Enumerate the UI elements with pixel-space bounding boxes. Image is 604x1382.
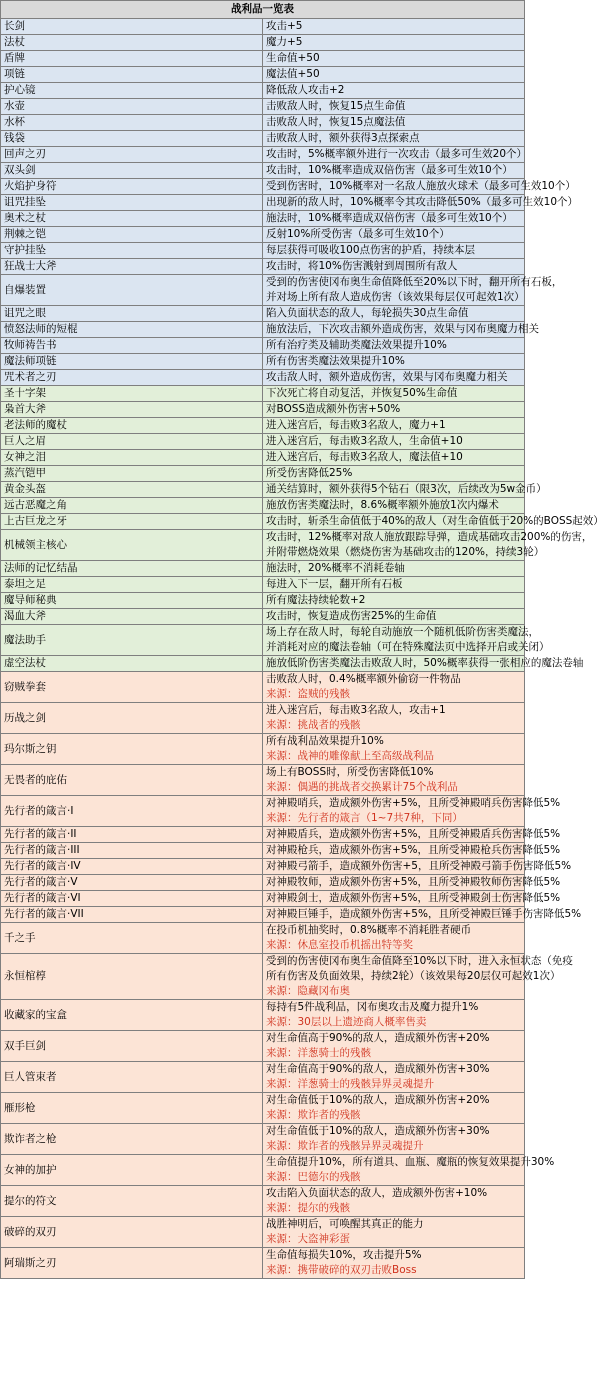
table-row	[1, 131, 525, 147]
item-effect	[263, 115, 525, 131]
item-name: 先行者的箴言·VI	[1, 891, 263, 907]
item-effect	[263, 179, 576, 195]
item-name: 蒸汽铠甲	[1, 466, 263, 482]
item-source: 来源：欺诈者的残骸	[266, 1109, 361, 1121]
table-row	[1, 907, 525, 923]
item-name: 双手巨剑	[1, 1031, 263, 1062]
effect-line: 对神殿剑士，造成额外伤害+5%，且所受神殿剑士伤害降低5%	[266, 892, 561, 904]
item-effect	[263, 163, 525, 179]
table-row	[1, 195, 525, 211]
effect-line: 生命值每损失10%，攻击提升5%	[266, 1249, 422, 1261]
item-effect	[263, 859, 572, 875]
item-effect	[263, 796, 561, 827]
table-title: 战利品一览表	[1, 1, 525, 19]
item-source: 来源：30层以上遗迹商人概率售卖	[266, 1016, 427, 1028]
item-effect	[263, 1000, 525, 1031]
item-name: 盾牌	[1, 51, 263, 67]
effect-line: 进入迷宫后，每击败3名敌人，魔法值+10	[266, 451, 463, 463]
item-effect	[263, 1186, 525, 1217]
item-effect	[263, 1031, 525, 1062]
table-row	[1, 875, 525, 891]
table-row	[1, 765, 525, 796]
item-effect	[263, 561, 525, 577]
item-name: 牧师祷告书	[1, 338, 263, 354]
table-row	[1, 656, 525, 672]
effect-line: 进入迷宫后，每击败3名敌人，魔力+1	[266, 419, 446, 431]
table-row	[1, 498, 525, 514]
item-effect	[263, 67, 525, 83]
item-name: 千之手	[1, 923, 263, 954]
table-row	[1, 1217, 525, 1248]
table-row	[1, 1093, 525, 1124]
table-row	[1, 243, 525, 259]
item-effect	[263, 498, 525, 514]
item-effect	[263, 19, 525, 35]
effect-line: 所有治疗类及辅助类魔法效果提升10%	[266, 339, 447, 351]
item-source: 来源：携带破碎的双刃击败Boss	[266, 1264, 417, 1276]
effect-line: 受到的伤害使冈布奥生命值降至10%以下时，进入永恒状态（免疫	[266, 955, 573, 967]
item-effect	[263, 1248, 525, 1279]
item-effect	[263, 954, 573, 1000]
table-row	[1, 561, 525, 577]
table-row	[1, 1000, 525, 1031]
item-name: 先行者的箴言·I	[1, 796, 263, 827]
effect-line: 场上存在敌人时，每轮自动施放一个随机低阶伤害类魔法，	[266, 626, 539, 638]
item-name: 泰坦之足	[1, 577, 263, 593]
effect-line: 下次死亡将自动复活，并恢复50%生命值	[266, 387, 458, 399]
effect-line: 魔力+5	[266, 36, 303, 48]
effect-line: 对神殿牧师，造成额外伤害+5%，且所受神殿牧师伤害降低5%	[266, 876, 561, 888]
effect-line: 并对场上所有敌人造成伤害（该效果每层仅可起效1次）	[266, 291, 525, 303]
item-name: 先行者的箴言·VII	[1, 907, 263, 923]
item-effect	[263, 765, 525, 796]
item-effect	[263, 923, 525, 954]
table-row	[1, 306, 525, 322]
item-effect	[263, 843, 561, 859]
table-row	[1, 51, 525, 67]
table-row	[1, 322, 525, 338]
item-effect	[263, 322, 539, 338]
item-effect	[263, 386, 525, 402]
table-row	[1, 275, 525, 306]
table-row	[1, 593, 525, 609]
item-name: 诅咒挂坠	[1, 195, 263, 211]
effect-line: 攻击时，12%概率对敌人施放跟踪导弹，造成基础攻击200%的伤害，	[266, 531, 593, 543]
item-name: 咒术者之刃	[1, 370, 263, 386]
table-row	[1, 1155, 525, 1186]
table-row	[1, 609, 525, 625]
item-effect	[263, 593, 525, 609]
item-effect	[263, 243, 525, 259]
item-effect	[263, 577, 525, 593]
effect-line: 所有伤害及负面效果，持续2轮）（该效果每20层仅可起效1次）	[266, 970, 561, 982]
table-row	[1, 1124, 525, 1155]
item-name: 守护挂坠	[1, 243, 263, 259]
item-effect	[263, 83, 525, 99]
item-name: 自爆装置	[1, 275, 263, 306]
table-row	[1, 99, 525, 115]
table-row	[1, 843, 525, 859]
item-name: 长剑	[1, 19, 263, 35]
item-name: 狂战士大斧	[1, 259, 263, 275]
item-name: 先行者的箴言·IV	[1, 859, 263, 875]
item-name: 女神的加护	[1, 1155, 263, 1186]
effect-line: 攻击时，10%概率造成双倍伤害（最多可生效10个）	[266, 164, 513, 176]
item-effect	[263, 51, 525, 67]
effect-line: 对生命值高于90%的敌人，造成额外伤害+30%	[266, 1063, 490, 1075]
item-name: 无畏者的庇佑	[1, 765, 263, 796]
table-row	[1, 35, 525, 51]
table-row	[1, 577, 525, 593]
item-effect	[263, 1217, 525, 1248]
effect-line: 对神殿枪兵，造成额外伤害+5%，且所受神殿枪兵伤害降低5%	[266, 844, 561, 856]
table-row	[1, 163, 525, 179]
item-effect	[263, 450, 525, 466]
table-row	[1, 482, 525, 498]
effect-line: 击败敌人时，0.4%概率额外偷窃一件物品	[266, 673, 461, 685]
table-row	[1, 703, 525, 734]
item-name: 老法师的魔杖	[1, 418, 263, 434]
table-row	[1, 1062, 525, 1093]
item-effect	[263, 434, 525, 450]
item-name: 远古恶魔之角	[1, 498, 263, 514]
item-effect	[263, 734, 525, 765]
item-effect	[263, 482, 547, 498]
effect-line: 受到伤害时，10%概率对一名敌人施放火球术（最多可生效10个）	[266, 180, 576, 192]
item-name: 永恒棺椁	[1, 954, 263, 1000]
item-source: 来源：提尔的残骸	[266, 1202, 350, 1214]
effect-line: 施放伤害类魔法时，8.6%概率额外施放1次内爆术	[266, 499, 499, 511]
effect-line: 进入迷宫后，每击败3名敌人，生命值+10	[266, 435, 463, 447]
item-name: 阿瑞斯之刃	[1, 1248, 263, 1279]
item-effect	[263, 609, 525, 625]
effect-line: 场上有BOSS时，所受伤害降低10%	[266, 766, 434, 778]
effect-line: 所有战利品效果提升10%	[266, 735, 384, 747]
item-source: 来源：隐藏冈布奥	[266, 985, 350, 997]
table-row	[1, 19, 525, 35]
effect-line: 每层获得可吸收100点伤害的护盾，持续本层	[266, 244, 476, 256]
table-title-row	[1, 1, 525, 19]
item-effect	[263, 907, 582, 923]
item-name: 渴血大斧	[1, 609, 263, 625]
effect-line: 对生命值低于10%的敌人，造成额外伤害+30%	[266, 1125, 490, 1137]
effect-line: 攻击时，5%概率额外进行一次攻击（最多可生效20个）	[266, 148, 528, 160]
effect-line: 反射10%所受伤害（最多可生效10个）	[266, 228, 450, 240]
item-name: 双头剑	[1, 163, 263, 179]
item-effect	[263, 259, 525, 275]
item-source: 来源：巴德尔的残骸	[266, 1171, 361, 1183]
item-effect	[263, 195, 579, 211]
item-source: 来源：先行者的箴言（1~7共7种，下同）	[266, 812, 463, 824]
item-effect	[263, 1124, 525, 1155]
item-name: 雁形枪	[1, 1093, 263, 1124]
table-row	[1, 67, 525, 83]
effect-line: 所受伤害降低25%	[266, 467, 353, 479]
table-row	[1, 147, 525, 163]
table-row	[1, 514, 525, 530]
table-row	[1, 354, 525, 370]
item-effect	[263, 354, 525, 370]
item-effect	[263, 625, 550, 656]
table-row	[1, 179, 525, 195]
effect-line: 攻击时，斩杀生命值低于40%的敌人（对生命值低于20%的BOSS起效）	[266, 515, 604, 527]
effect-line: 降低敌人攻击+2	[266, 84, 345, 96]
effect-line: 对神殿弓箭手，造成额外伤害+5，且所受神殿弓箭手伤害降低5%	[266, 860, 572, 872]
item-name: 历战之剑	[1, 703, 263, 734]
item-source: 来源：洋葱骑士的残骸	[266, 1047, 371, 1059]
item-name: 破碎的双刃	[1, 1217, 263, 1248]
table-row	[1, 450, 525, 466]
table-row	[1, 827, 525, 843]
table-row	[1, 115, 525, 131]
item-effect	[263, 875, 561, 891]
effect-line: 施法时，10%概率造成双倍伤害（最多可生效10个）	[266, 212, 513, 224]
effect-line: 魔法值+50	[266, 68, 320, 80]
item-effect	[263, 338, 525, 354]
item-source: 来源：盗贼的残骸	[266, 688, 350, 700]
item-effect	[263, 514, 604, 530]
item-effect	[263, 370, 525, 386]
effect-line: 对神殿盾兵，造成额外伤害+5%，且所受神殿盾兵伤害降低5%	[266, 828, 561, 840]
table-row	[1, 227, 525, 243]
item-source: 来源：挑战者的残骸	[266, 719, 361, 731]
item-source: 来源：休息室投币机摇出特等奖	[266, 939, 413, 951]
item-name: 魔法助手	[1, 625, 263, 656]
item-effect	[263, 703, 525, 734]
item-name: 虚空法杖	[1, 656, 263, 672]
item-name: 荆棘之铠	[1, 227, 263, 243]
item-effect	[263, 211, 525, 227]
item-source: 来源：欺诈者的残骸异界灵魂提升	[266, 1140, 424, 1152]
item-effect	[263, 99, 525, 115]
effect-line: 攻击陷入负面状态的敌人，造成额外伤害+10%	[266, 1187, 488, 1199]
effect-line: 对生命值高于90%的敌人，造成额外伤害+20%	[266, 1032, 490, 1044]
item-name: 上古巨龙之牙	[1, 514, 263, 530]
effect-line: 所有伤害类魔法效果提升10%	[266, 355, 405, 367]
item-name: 项链	[1, 67, 263, 83]
table-row	[1, 1186, 525, 1217]
item-name: 先行者的箴言·II	[1, 827, 263, 843]
item-name: 奥术之杖	[1, 211, 263, 227]
table-row	[1, 402, 525, 418]
item-name: 火焰护身符	[1, 179, 263, 195]
table-row	[1, 466, 525, 482]
item-effect	[263, 35, 525, 51]
item-effect	[263, 1093, 525, 1124]
item-effect	[263, 402, 525, 418]
effect-line: 对生命值低于10%的敌人，造成额外伤害+20%	[266, 1094, 490, 1106]
item-effect	[263, 656, 584, 672]
table-row	[1, 386, 525, 402]
item-effect	[263, 827, 561, 843]
item-source: 来源：战神的雕像献上至高级战利品	[266, 750, 434, 762]
effect-line: 陷入负面状态的敌人，每轮损失30点生命值	[266, 307, 469, 319]
item-name: 先行者的箴言·III	[1, 843, 263, 859]
table-row	[1, 530, 525, 561]
item-name: 圣十字架	[1, 386, 263, 402]
item-name: 法杖	[1, 35, 263, 51]
effect-line: 攻击时，将10%伤害溅射到周围所有敌人	[266, 260, 458, 272]
effect-line: 击败敌人时，额外获得3点探索点	[266, 132, 420, 144]
item-name: 先行者的箴言·V	[1, 875, 263, 891]
effect-line: 生命值+50	[266, 52, 320, 64]
effect-line: 攻击+5	[266, 20, 303, 32]
effect-line: 对BOSS造成额外伤害+50%	[266, 403, 401, 415]
item-name: 玛尔斯之钥	[1, 734, 263, 765]
effect-line: 施法时，20%概率不消耗卷轴	[266, 562, 405, 574]
table-row	[1, 434, 525, 450]
item-name: 收藏家的宝盒	[1, 1000, 263, 1031]
table-row	[1, 370, 525, 386]
item-effect	[263, 131, 525, 147]
item-name: 巨人之眉	[1, 434, 263, 450]
effect-line: 每进入下一层，翻开所有石板	[266, 578, 403, 590]
item-name: 窃贼拳套	[1, 672, 263, 703]
table-row	[1, 796, 525, 827]
item-effect	[263, 672, 525, 703]
item-source: 来源：偶遇的挑战者交换累计75个战利品	[266, 781, 458, 793]
item-name: 护心镜	[1, 83, 263, 99]
item-effect	[263, 306, 525, 322]
effect-line: 施放低阶伤害类魔法击败敌人时，50%概率获得一张相应的魔法卷轴	[266, 657, 584, 669]
item-source: 来源：洋葱骑士的残骸异界灵魂提升	[266, 1078, 434, 1090]
effect-line: 攻击时，恢复造成伤害25%的生命值	[266, 610, 437, 622]
effect-line: 并附带燃烧效果（燃烧伤害为基础攻击的120%，持续3轮）	[266, 546, 545, 558]
effect-line: 进入迷宫后，每击败3名敌人，攻击+1	[266, 704, 446, 716]
table-row	[1, 83, 525, 99]
effect-line: 出现新的敌人时，10%概率令其攻击降低50%（最多可生效10个）	[266, 196, 579, 208]
item-effect	[263, 1155, 555, 1186]
item-name: 枭首大斧	[1, 402, 263, 418]
table-row	[1, 211, 525, 227]
table-row	[1, 859, 525, 875]
table-row	[1, 259, 525, 275]
table-row	[1, 954, 525, 1000]
table-row	[1, 338, 525, 354]
effect-line: 在投币机抽奖时，0.8%概率不消耗胜者硬币	[266, 924, 472, 936]
effect-line: 击败敌人时，恢复15点魔法值	[266, 116, 406, 128]
item-name: 欺诈者之枪	[1, 1124, 263, 1155]
table-row	[1, 734, 525, 765]
item-effect	[263, 466, 525, 482]
table-row	[1, 1031, 525, 1062]
item-name: 回声之刃	[1, 147, 263, 163]
item-name: 水壶	[1, 99, 263, 115]
effect-line: 施放法后，下次攻击额外造成伤害，效果与冈布奥魔力相关	[266, 323, 539, 335]
effect-line: 生命值提升10%，所有道具、血瓶、魔瓶的恢复效果提升30%	[266, 1156, 555, 1168]
item-effect	[263, 418, 525, 434]
effect-line: 并消耗对应的魔法卷轴（可在特殊魔法页中选择开启或关闭）	[266, 641, 550, 653]
effect-line: 攻击敌人时，额外造成伤害，效果与冈布奥魔力相关	[266, 371, 508, 383]
item-name: 机械领主核心	[1, 530, 263, 561]
item-name: 巨人管束者	[1, 1062, 263, 1093]
item-effect	[263, 1062, 525, 1093]
item-effect	[263, 227, 525, 243]
item-effect	[263, 530, 593, 561]
item-name: 水杯	[1, 115, 263, 131]
table-row	[1, 418, 525, 434]
table-row	[1, 891, 525, 907]
item-name: 魔法师项链	[1, 354, 263, 370]
item-effect	[263, 891, 561, 907]
item-name: 女神之泪	[1, 450, 263, 466]
table-row	[1, 923, 525, 954]
effect-line: 对神殿哨兵，造成额外伤害+5%，且所受神殿哨兵伤害降低5%	[266, 797, 561, 809]
effect-line: 所有魔法持续轮数+2	[266, 594, 366, 606]
effect-line: 击败敌人时，恢复15点生命值	[266, 100, 406, 112]
item-name: 钱袋	[1, 131, 263, 147]
item-name: 魔导师秘典	[1, 593, 263, 609]
table-row	[1, 672, 525, 703]
effect-line: 战胜神明后，可唤醒其真正的能力	[266, 1218, 424, 1230]
table-row	[1, 625, 525, 656]
item-effect	[263, 147, 528, 163]
item-name: 诅咒之眼	[1, 306, 263, 322]
table-row	[1, 1248, 525, 1279]
effect-line: 受到的伤害使冈布奥生命值降低至20%以下时，翻开所有石板，	[266, 276, 563, 288]
item-effect	[263, 275, 563, 306]
item-name: 提尔的符文	[1, 1186, 263, 1217]
item-name: 法师的记忆结晶	[1, 561, 263, 577]
effect-line: 每持有5件战利品，冈布奥攻击及魔力提升1%	[266, 1001, 479, 1013]
effect-line: 对神殿巨锤手，造成额外伤害+5%，且所受神殿巨锤手伤害降低5%	[266, 908, 582, 920]
item-name: 愤怒法师的短棍	[1, 322, 263, 338]
item-source: 来源：大盗神彩蛋	[266, 1233, 350, 1245]
item-name: 黄金头盔	[1, 482, 263, 498]
effect-line: 通关结算时，额外获得5个钻石（限3次，后续改为5w金币）	[266, 483, 547, 495]
